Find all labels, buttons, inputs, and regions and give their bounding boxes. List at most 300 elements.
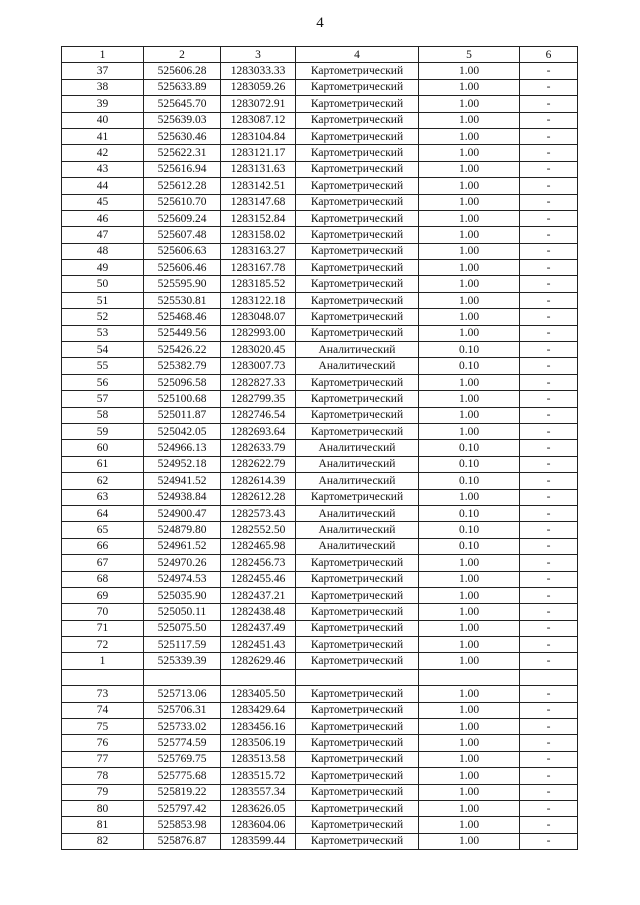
x-coordinate-cell: 525639.03 [144, 112, 221, 128]
x-coordinate-cell: 525035.90 [144, 587, 221, 603]
point-number-cell: 63 [62, 489, 144, 505]
method-cell: Картометрический [296, 63, 419, 79]
x-coordinate-cell: 525630.46 [144, 128, 221, 144]
table-row [62, 309, 578, 325]
point-number-cell: 52 [62, 309, 144, 325]
column-header: 4 [296, 47, 419, 63]
y-coordinate-cell: 1283033.33 [221, 63, 296, 79]
accuracy-cell: 1.00 [419, 260, 520, 276]
table-row [62, 686, 578, 702]
y-coordinate-cell: 1283087.12 [221, 112, 296, 128]
y-coordinate-cell: 1282573.43 [221, 505, 296, 521]
point-number-cell: 57 [62, 391, 144, 407]
point-number-cell: 79 [62, 784, 144, 800]
accuracy-cell: 1.00 [419, 391, 520, 407]
table-row [62, 342, 578, 358]
note-cell: - [520, 194, 578, 210]
note-cell: - [520, 112, 578, 128]
column-header: 2 [144, 47, 221, 63]
note-cell: - [520, 505, 578, 521]
note-cell: - [520, 817, 578, 833]
x-coordinate-cell: 525075.50 [144, 620, 221, 636]
y-coordinate-cell: 1282993.00 [221, 325, 296, 341]
y-coordinate-cell: 1282693.64 [221, 423, 296, 439]
y-coordinate-cell: 1282799.35 [221, 391, 296, 407]
y-coordinate-cell: 1283557.34 [221, 784, 296, 800]
table-row [62, 604, 578, 620]
note-cell: - [520, 522, 578, 538]
table-row [62, 194, 578, 210]
table-row [62, 800, 578, 816]
table-row [62, 407, 578, 423]
point-number-cell: 60 [62, 440, 144, 456]
method-cell: Картометрический [296, 702, 419, 718]
accuracy-cell: 1.00 [419, 768, 520, 784]
coordinates-table [61, 46, 578, 850]
point-number-cell: 55 [62, 358, 144, 374]
note-cell: - [520, 145, 578, 161]
y-coordinate-cell: 1282455.46 [221, 571, 296, 587]
accuracy-cell: 1.00 [419, 112, 520, 128]
accuracy-cell: 1.00 [419, 227, 520, 243]
table-row [62, 276, 578, 292]
note-cell: - [520, 571, 578, 587]
method-cell: Аналитический [296, 358, 419, 374]
x-coordinate-cell: 525607.48 [144, 227, 221, 243]
point-number-cell: 39 [62, 96, 144, 112]
method-cell: Аналитический [296, 505, 419, 521]
note-cell: - [520, 784, 578, 800]
x-coordinate-cell: 524900.47 [144, 505, 221, 521]
x-coordinate-cell: 525011.87 [144, 407, 221, 423]
table-row [62, 227, 578, 243]
x-coordinate-cell: 525612.28 [144, 178, 221, 194]
accuracy-cell: 1.00 [419, 571, 520, 587]
table-row [62, 161, 578, 177]
x-coordinate-cell: 525622.31 [144, 145, 221, 161]
note-cell: - [520, 276, 578, 292]
y-coordinate-cell: 1283147.68 [221, 194, 296, 210]
accuracy-cell: 1.00 [419, 194, 520, 210]
y-coordinate-cell: 1283142.51 [221, 178, 296, 194]
method-cell: Картометрический [296, 407, 419, 423]
point-number-cell: 48 [62, 243, 144, 259]
y-coordinate-cell: 1283167.78 [221, 260, 296, 276]
x-coordinate-cell: 525775.68 [144, 768, 221, 784]
x-coordinate-cell: 524961.52 [144, 538, 221, 554]
header-row [62, 47, 578, 63]
x-coordinate-cell: 525096.58 [144, 374, 221, 390]
accuracy-cell: 1.00 [419, 833, 520, 849]
point-number-cell: 75 [62, 719, 144, 735]
x-coordinate-cell: 525713.06 [144, 686, 221, 702]
table-row [62, 358, 578, 374]
method-cell: Аналитический [296, 342, 419, 358]
column-header: 5 [419, 47, 520, 63]
y-coordinate-cell: 1283163.27 [221, 243, 296, 259]
method-cell: Аналитический [296, 473, 419, 489]
y-coordinate-cell: 1282437.49 [221, 620, 296, 636]
accuracy-cell: 1.00 [419, 719, 520, 735]
method-cell: Картометрический [296, 194, 419, 210]
x-coordinate-cell: 524970.26 [144, 555, 221, 571]
x-coordinate-cell: 525876.87 [144, 833, 221, 849]
table-row [62, 79, 578, 95]
method-cell: Картометрический [296, 227, 419, 243]
y-coordinate-cell: 1283122.18 [221, 292, 296, 308]
method-cell: Картометрический [296, 374, 419, 390]
note-cell: - [520, 555, 578, 571]
table-row [62, 243, 578, 259]
point-number-cell: 71 [62, 620, 144, 636]
y-coordinate-cell: 1283604.06 [221, 817, 296, 833]
method-cell: Картометрический [296, 817, 419, 833]
y-coordinate-cell: 1283515.72 [221, 768, 296, 784]
x-coordinate-cell: 525530.81 [144, 292, 221, 308]
accuracy-cell: 0.10 [419, 440, 520, 456]
note-cell: - [520, 604, 578, 620]
accuracy-cell: 1.00 [419, 489, 520, 505]
note-cell: - [520, 440, 578, 456]
note-cell: - [520, 342, 578, 358]
method-cell: Картометрический [296, 751, 419, 767]
x-coordinate-cell: 524879.80 [144, 522, 221, 538]
accuracy-cell: 1.00 [419, 292, 520, 308]
note-cell: - [520, 374, 578, 390]
x-coordinate-cell: 525645.70 [144, 96, 221, 112]
x-coordinate-cell: 525819.22 [144, 784, 221, 800]
method-cell: Картометрический [296, 423, 419, 439]
method-cell: Картометрический [296, 768, 419, 784]
x-coordinate-cell: 524952.18 [144, 456, 221, 472]
table-row [62, 571, 578, 587]
point-number-cell: 61 [62, 456, 144, 472]
point-number-cell: 78 [62, 768, 144, 784]
y-coordinate-cell: 1283104.84 [221, 128, 296, 144]
x-coordinate-cell: 525100.68 [144, 391, 221, 407]
accuracy-cell: 1.00 [419, 145, 520, 161]
note-cell: - [520, 833, 578, 849]
method-cell: Аналитический [296, 456, 419, 472]
x-coordinate-cell: 525426.22 [144, 342, 221, 358]
note-cell: - [520, 735, 578, 751]
accuracy-cell: 1.00 [419, 243, 520, 259]
y-coordinate-cell: 1283405.50 [221, 686, 296, 702]
table-row [62, 325, 578, 341]
point-number-cell: 70 [62, 604, 144, 620]
accuracy-cell: 1.00 [419, 604, 520, 620]
accuracy-cell: 1.00 [419, 161, 520, 177]
accuracy-cell: 0.10 [419, 505, 520, 521]
point-number-cell: 59 [62, 423, 144, 439]
table-header [62, 47, 578, 63]
method-cell: Картометрический [296, 210, 419, 226]
column-header: 3 [221, 47, 296, 63]
y-coordinate-cell: 1283185.52 [221, 276, 296, 292]
y-coordinate-cell: 1282827.33 [221, 374, 296, 390]
method-cell: Картометрический [296, 686, 419, 702]
y-coordinate-cell: 1282552.50 [221, 522, 296, 538]
note-cell: - [520, 178, 578, 194]
y-coordinate-cell: 1282456.73 [221, 555, 296, 571]
y-coordinate-cell: 1283059.26 [221, 79, 296, 95]
y-coordinate-cell: 1282622.79 [221, 456, 296, 472]
point-number-cell: 67 [62, 555, 144, 571]
point-number-cell: 37 [62, 63, 144, 79]
accuracy-cell: 1.00 [419, 686, 520, 702]
note-cell: - [520, 800, 578, 816]
accuracy-cell: 1.00 [419, 702, 520, 718]
table-row [62, 719, 578, 735]
y-coordinate-cell: 1283429.64 [221, 702, 296, 718]
accuracy-cell: 1.00 [419, 653, 520, 669]
table-row [62, 96, 578, 112]
table-row [62, 505, 578, 521]
table-row [62, 637, 578, 653]
table-row [62, 817, 578, 833]
point-number-cell: 64 [62, 505, 144, 521]
y-coordinate-cell: 1283020.45 [221, 342, 296, 358]
y-coordinate-cell: 1282629.46 [221, 653, 296, 669]
y-coordinate-cell: 1282438.48 [221, 604, 296, 620]
x-coordinate-cell: 525595.90 [144, 276, 221, 292]
y-coordinate-cell: 1283506.19 [221, 735, 296, 751]
note-cell: - [520, 79, 578, 95]
x-coordinate-cell: 525050.11 [144, 604, 221, 620]
accuracy-cell: 1.00 [419, 800, 520, 816]
note-cell: - [520, 423, 578, 439]
accuracy-cell: 1.00 [419, 276, 520, 292]
table-row [62, 702, 578, 718]
point-number-cell [62, 669, 144, 685]
method-cell [296, 669, 419, 685]
table-row [62, 555, 578, 571]
x-coordinate-cell: 525797.42 [144, 800, 221, 816]
x-coordinate-cell: 525449.56 [144, 325, 221, 341]
accuracy-cell: 1.00 [419, 309, 520, 325]
method-cell: Картометрический [296, 800, 419, 816]
accuracy-cell: 1.00 [419, 374, 520, 390]
method-cell: Картометрический [296, 243, 419, 259]
accuracy-cell: 1.00 [419, 128, 520, 144]
note-cell: - [520, 309, 578, 325]
table-row [62, 112, 578, 128]
note-cell [520, 669, 578, 685]
table-row [62, 260, 578, 276]
table-row [62, 833, 578, 849]
table-row [62, 178, 578, 194]
note-cell: - [520, 620, 578, 636]
x-coordinate-cell: 525616.94 [144, 161, 221, 177]
method-cell: Картометрический [296, 128, 419, 144]
note-cell: - [520, 686, 578, 702]
y-coordinate-cell: 1283626.05 [221, 800, 296, 816]
method-cell: Картометрический [296, 325, 419, 341]
x-coordinate-cell: 525339.39 [144, 653, 221, 669]
table-row [62, 210, 578, 226]
x-coordinate-cell: 525733.02 [144, 719, 221, 735]
x-coordinate-cell: 525610.70 [144, 194, 221, 210]
point-number-cell: 65 [62, 522, 144, 538]
x-coordinate-cell: 525774.59 [144, 735, 221, 751]
point-number-cell: 46 [62, 210, 144, 226]
point-number-cell: 80 [62, 800, 144, 816]
table-row [62, 374, 578, 390]
note-cell: - [520, 161, 578, 177]
point-number-cell: 51 [62, 292, 144, 308]
point-number-cell: 62 [62, 473, 144, 489]
y-coordinate-cell: 1283513.58 [221, 751, 296, 767]
point-number-cell: 1 [62, 653, 144, 669]
accuracy-cell: 1.00 [419, 423, 520, 439]
method-cell: Картометрический [296, 637, 419, 653]
y-coordinate-cell: 1283007.73 [221, 358, 296, 374]
accuracy-cell: 1.00 [419, 735, 520, 751]
table-row [62, 128, 578, 144]
point-number-cell: 40 [62, 112, 144, 128]
table-row [62, 784, 578, 800]
accuracy-cell: 1.00 [419, 96, 520, 112]
column-header: 6 [520, 47, 578, 63]
x-coordinate-cell: 525853.98 [144, 817, 221, 833]
point-number-cell: 82 [62, 833, 144, 849]
y-coordinate-cell: 1283121.17 [221, 145, 296, 161]
table-row [62, 292, 578, 308]
point-number-cell: 47 [62, 227, 144, 243]
method-cell: Картометрический [296, 79, 419, 95]
y-coordinate-cell: 1282746.54 [221, 407, 296, 423]
accuracy-cell: 0.10 [419, 538, 520, 554]
method-cell: Аналитический [296, 440, 419, 456]
accuracy-cell: 1.00 [419, 210, 520, 226]
note-cell: - [520, 768, 578, 784]
table-row [62, 653, 578, 669]
y-coordinate-cell: 1283131.63 [221, 161, 296, 177]
x-coordinate-cell: 524938.84 [144, 489, 221, 505]
x-coordinate-cell: 525606.63 [144, 243, 221, 259]
point-number-cell: 53 [62, 325, 144, 341]
point-number-cell: 66 [62, 538, 144, 554]
method-cell: Картометрический [296, 735, 419, 751]
accuracy-cell: 0.10 [419, 473, 520, 489]
accuracy-cell: 0.10 [419, 522, 520, 538]
table-row [62, 751, 578, 767]
accuracy-cell: 1.00 [419, 79, 520, 95]
note-cell: - [520, 391, 578, 407]
method-cell: Картометрический [296, 292, 419, 308]
method-cell: Картометрический [296, 587, 419, 603]
accuracy-cell: 1.00 [419, 751, 520, 767]
note-cell: - [520, 456, 578, 472]
y-coordinate-cell: 1283158.02 [221, 227, 296, 243]
y-coordinate-cell: 1282614.39 [221, 473, 296, 489]
note-cell: - [520, 128, 578, 144]
point-number-cell: 74 [62, 702, 144, 718]
note-cell: - [520, 260, 578, 276]
accuracy-cell [419, 669, 520, 685]
point-number-cell: 45 [62, 194, 144, 210]
point-number-cell: 72 [62, 637, 144, 653]
x-coordinate-cell: 525042.05 [144, 423, 221, 439]
note-cell: - [520, 538, 578, 554]
point-number-cell: 50 [62, 276, 144, 292]
page-number: 4 [316, 15, 324, 31]
point-number-cell: 77 [62, 751, 144, 767]
x-coordinate-cell [144, 669, 221, 685]
accuracy-cell: 1.00 [419, 620, 520, 636]
x-coordinate-cell: 525382.79 [144, 358, 221, 374]
accuracy-cell: 0.10 [419, 358, 520, 374]
point-number-cell: 69 [62, 587, 144, 603]
point-number-cell: 81 [62, 817, 144, 833]
point-number-cell: 58 [62, 407, 144, 423]
method-cell: Картометрический [296, 145, 419, 161]
table-row [62, 620, 578, 636]
table-row [62, 538, 578, 554]
x-coordinate-cell: 525706.31 [144, 702, 221, 718]
x-coordinate-cell: 524941.52 [144, 473, 221, 489]
note-cell: - [520, 489, 578, 505]
x-coordinate-cell: 525769.75 [144, 751, 221, 767]
method-cell: Картометрический [296, 604, 419, 620]
accuracy-cell: 0.10 [419, 342, 520, 358]
table-row [62, 735, 578, 751]
note-cell: - [520, 637, 578, 653]
point-number-cell: 43 [62, 161, 144, 177]
accuracy-cell: 1.00 [419, 587, 520, 603]
column-header: 1 [62, 47, 144, 63]
note-cell: - [520, 751, 578, 767]
method-cell: Картометрический [296, 653, 419, 669]
accuracy-cell: 1.00 [419, 637, 520, 653]
x-coordinate-cell: 525606.28 [144, 63, 221, 79]
note-cell: - [520, 587, 578, 603]
accuracy-cell: 1.00 [419, 784, 520, 800]
table-row [62, 456, 578, 472]
method-cell: Картометрический [296, 391, 419, 407]
note-cell: - [520, 325, 578, 341]
accuracy-cell: 1.00 [419, 555, 520, 571]
method-cell: Картометрический [296, 833, 419, 849]
note-cell: - [520, 210, 578, 226]
y-coordinate-cell: 1283048.07 [221, 309, 296, 325]
y-coordinate-cell: 1282612.28 [221, 489, 296, 505]
point-number-cell: 68 [62, 571, 144, 587]
note-cell: - [520, 407, 578, 423]
method-cell: Картометрический [296, 112, 419, 128]
accuracy-cell: 0.10 [419, 456, 520, 472]
x-coordinate-cell: 525468.46 [144, 309, 221, 325]
method-cell: Картометрический [296, 784, 419, 800]
note-cell: - [520, 96, 578, 112]
table-body [62, 63, 578, 850]
point-number-cell: 49 [62, 260, 144, 276]
y-coordinate-cell: 1282465.98 [221, 538, 296, 554]
method-cell: Картометрический [296, 96, 419, 112]
point-number-cell: 42 [62, 145, 144, 161]
note-cell: - [520, 358, 578, 374]
method-cell: Аналитический [296, 538, 419, 554]
y-coordinate-cell: 1283456.16 [221, 719, 296, 735]
table-row [62, 440, 578, 456]
accuracy-cell: 1.00 [419, 817, 520, 833]
method-cell: Картометрический [296, 276, 419, 292]
point-number-cell: 41 [62, 128, 144, 144]
y-coordinate-cell: 1283152.84 [221, 210, 296, 226]
table-row [62, 423, 578, 439]
note-cell: - [520, 653, 578, 669]
point-number-cell: 73 [62, 686, 144, 702]
